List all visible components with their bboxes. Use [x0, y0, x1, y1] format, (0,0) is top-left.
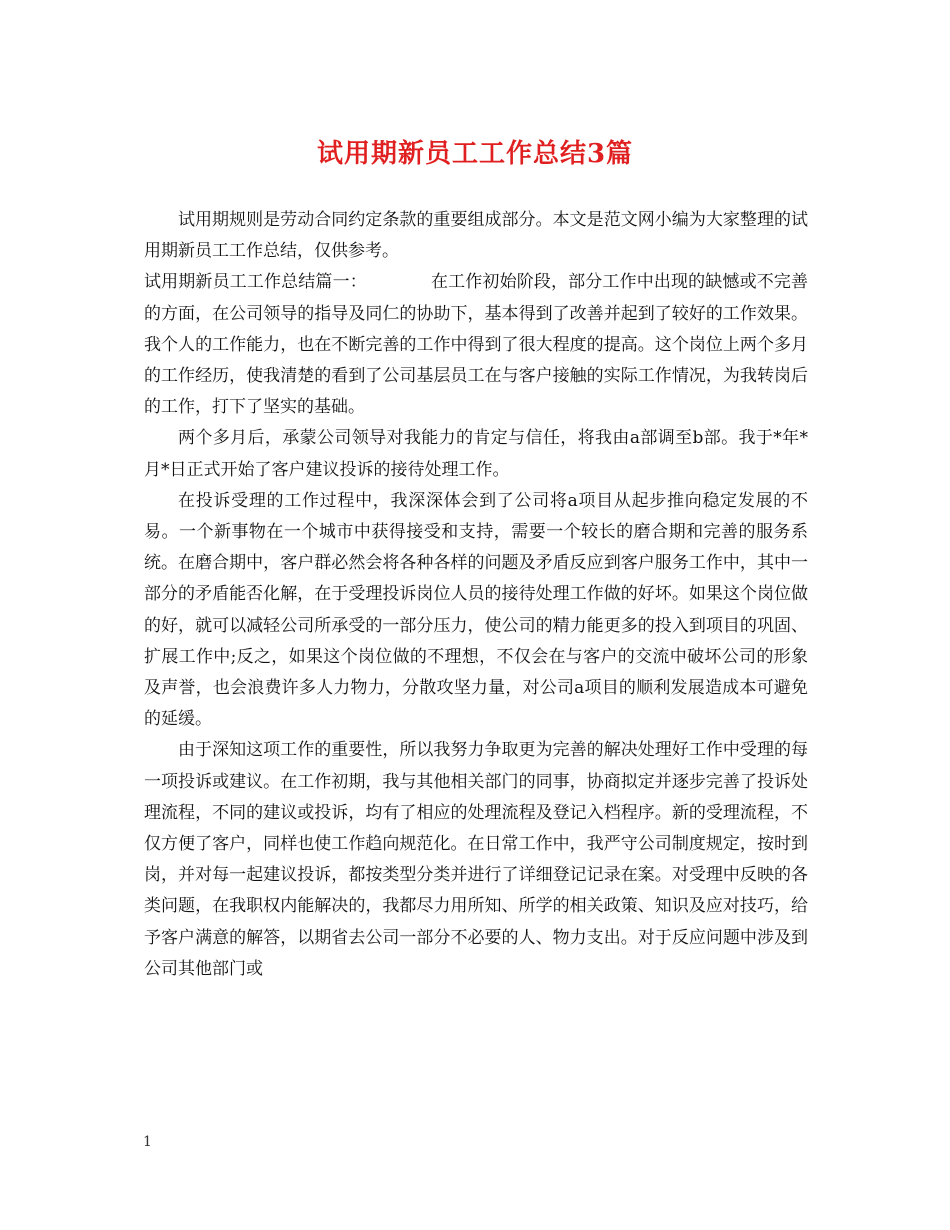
- paragraph-complaint-process: 在投诉受理的工作过程中，我深深体会到了公司将a项目从起步推向稳定发展的不易。一个新事物在一个城市中获得接受和支持，需要一个较长的磨合期和完善的服务系统。在磨合期中，客户群必然会将各种各样的问题及矛盾反应到客户服务工作中，其中一部分的矛盾能否化解，在于受理投诉岗位人员的接待处理工作做的好坏。如果这个岗位做的好，就可以减轻公司所承受的一部分压力，使公司的精力能更多的投入到项目的巩固、扩展工作中;反之，如果这个岗位做的不理想，不仅会在与客户的交流中破坏公司的形象及声誉，也会浪费许多人力物力，分散攻坚力量，对公司a项目的顺利发展造成本可避免的延缓。: [144, 490, 808, 730]
- paragraph-intro: 试用期规则是劳动合同约定条款的重要组成部分。本文是范文网小编为大家整理的试用期新员工工作总结，仅供参考。: [144, 210, 808, 262]
- paragraph-transfer: 两个多月后，承蒙公司领导对我能力的肯定与信任，将我由a部调至b部。我于*年*月*日正式开始了客户建议投诉的接待处理工作。: [144, 428, 808, 480]
- paragraph-section-one-text: 在工作初始阶段，部分工作中出现的缺憾或不完善的方面，在公司领导的指导及同仁的协助下，基本得到了改善并起到了较好的工作效果。我个人的工作能力，也在不断完善的工作中得到了很大程度的提高。这个岗位上两个多月的工作经历，使我清楚的看到了公司基层员工在与客户接触的实际工作情况，为我转岗后的工作，打下了坚实的基础。: [144, 272, 809, 418]
- section-heading: 试用期新员工工作总结篇一：: [144, 272, 367, 293]
- document-title: 试用期新员工工作总结3篇: [316, 139, 634, 169]
- paragraph-section-one: [144, 267, 808, 423]
- paragraph-importance: 由于深知这项工作的重要性，所以我努力争取更为完善的解决处理好工作中受理的每一项投诉或建议。在工作初期，我与其他相关部门的同事，协商拟定并逐步完善了投诉处理流程，不同的建议或投诉，均有了相应的处理流程及登记入档程序。新的受理流程，不仅方便了客户，同样也使工作趋向规范化。在日常工作中，我严守公司制度规定，按时到岗，并对每一起建议投诉，都按类型分类并进行了详细登记记录在案。对受理中反映的各类问题，在我职权内能解决的，我都尽力用所知、所学的相关政策、知识及应对技巧，给予客户满意的解答，以期省去公司一部分不必要的人、物力支出。对于反应问题中涉及到公司其他部门或: [144, 740, 808, 979]
- page-number: 1: [143, 1134, 152, 1150]
- document-body: [144, 205, 808, 985]
